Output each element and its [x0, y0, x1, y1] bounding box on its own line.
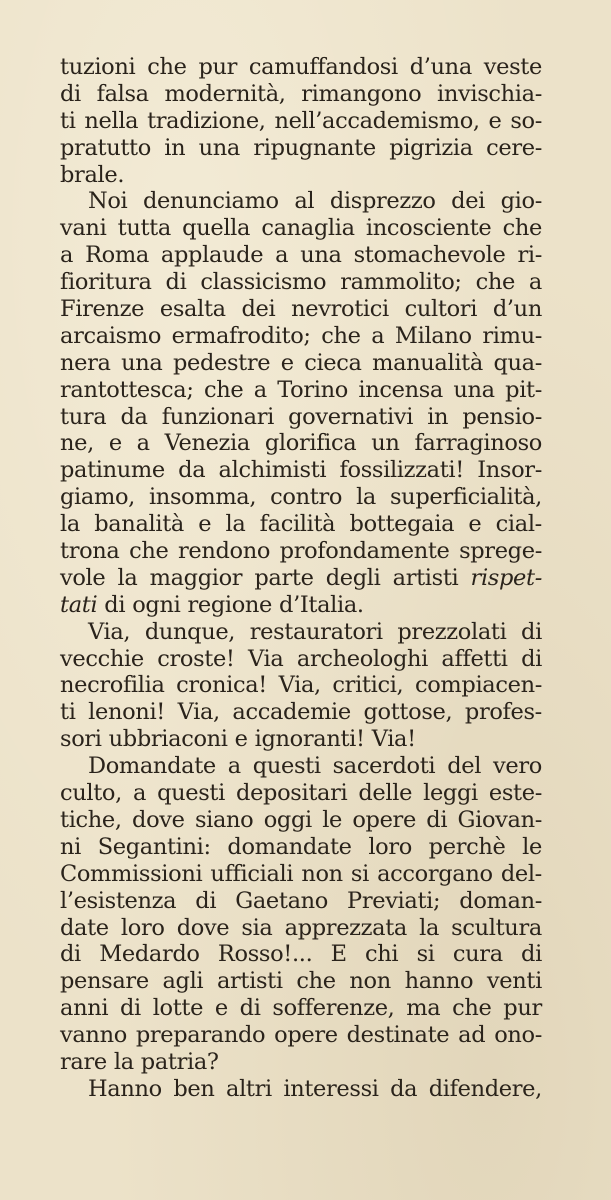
text-line — [60, 188, 542, 215]
word: ufficiali — [210, 860, 294, 887]
text-line — [60, 484, 542, 511]
word: e — [198, 511, 212, 538]
word: una — [300, 242, 342, 269]
word: cultori — [404, 296, 478, 323]
word: disprezzo — [329, 188, 436, 215]
word: una — [121, 349, 163, 376]
word: ubbriaconi — [108, 726, 228, 753]
word: d’una — [409, 54, 472, 80]
text-line — [60, 430, 542, 457]
word: pigrizia — [389, 134, 473, 161]
word: agli — [162, 968, 204, 995]
word: Torino — [277, 376, 348, 403]
word: glorifica — [264, 430, 357, 457]
word: denunciamo — [142, 188, 279, 215]
word: nell’accademismo, — [274, 107, 480, 134]
word: questi — [157, 780, 225, 807]
word: da — [120, 403, 148, 430]
word: necrofilia — [60, 672, 165, 699]
word: preparando — [135, 1022, 266, 1049]
word: d’un — [492, 296, 542, 323]
word: ogni — [132, 591, 181, 618]
word: nella — [84, 107, 139, 134]
word: Via, — [177, 699, 220, 726]
word: apprezzata — [284, 914, 407, 941]
word: superficialità, — [389, 484, 542, 511]
word: patinume — [60, 457, 165, 484]
word: scultura — [451, 914, 542, 941]
word: vani — [60, 215, 107, 242]
text-line — [60, 323, 542, 350]
word: interessi — [283, 1075, 379, 1102]
word: pratutto — [60, 134, 151, 161]
word: critici, — [332, 672, 404, 699]
text-line — [60, 592, 542, 619]
word: Commissioni — [60, 860, 203, 887]
word: lotte — [152, 995, 204, 1022]
body-text — [60, 54, 542, 1103]
word: croste! — [157, 645, 235, 672]
word: pensare — [60, 968, 149, 995]
word: opere — [352, 806, 416, 833]
word: a — [227, 753, 241, 780]
word: e — [108, 430, 122, 457]
word: che — [296, 968, 336, 995]
word: si — [416, 941, 435, 968]
word: banalità — [94, 511, 184, 538]
word: brale. — [60, 161, 125, 188]
word: che — [129, 538, 169, 565]
text-line — [60, 619, 542, 646]
word: sacerdoti — [332, 753, 436, 780]
word: rendono — [177, 538, 271, 565]
word: destinate — [346, 1022, 450, 1049]
word: fossilizzati! — [339, 457, 464, 484]
word: profes- — [464, 699, 542, 726]
word: giamo, — [60, 484, 135, 511]
word: l’esistenza — [60, 887, 177, 914]
word: alchimisti — [218, 457, 327, 484]
word: Via, — [88, 618, 131, 645]
word: un — [371, 430, 400, 457]
text-line — [60, 672, 542, 699]
word: tradizione, — [147, 107, 266, 134]
text-line — [60, 699, 542, 726]
word: che — [204, 376, 244, 403]
word: ni — [60, 833, 81, 860]
text-line — [60, 646, 542, 673]
word: gio- — [500, 188, 542, 215]
text-line — [60, 350, 542, 377]
word: la — [113, 1048, 134, 1075]
word: di — [426, 806, 448, 833]
text-line — [60, 296, 542, 323]
word: una — [198, 134, 240, 161]
word: a — [275, 242, 289, 269]
word: contro — [270, 484, 343, 511]
word: rammolito; — [340, 269, 462, 296]
word: pedestre — [172, 349, 271, 376]
word: a — [253, 376, 267, 403]
word: governativi — [288, 403, 414, 430]
word: Previati; — [347, 887, 441, 914]
word: falsa — [96, 80, 149, 107]
word: le — [522, 833, 542, 860]
word: al — [294, 188, 315, 215]
text-line — [60, 215, 542, 242]
text-line — [60, 108, 542, 135]
word: ono- — [494, 1022, 542, 1049]
word: Domandate — [88, 753, 216, 780]
word: cieca — [304, 349, 362, 376]
word: e — [234, 726, 248, 753]
word: compiacen- — [414, 672, 542, 699]
word: profondamente — [279, 538, 450, 565]
word: loro — [120, 914, 165, 941]
word: lenoni! — [88, 699, 165, 726]
word: doman- — [459, 887, 542, 914]
word: di — [521, 941, 542, 968]
word: maggior — [149, 564, 243, 591]
text-line — [60, 565, 542, 592]
word: Firenze — [60, 296, 145, 323]
text-line — [60, 807, 542, 834]
word: ma — [406, 995, 441, 1022]
text-line — [60, 780, 542, 807]
word: accademie — [232, 699, 351, 726]
word: d’Italia. — [279, 591, 364, 618]
word: fioritura — [60, 269, 152, 296]
word: invischia- — [437, 80, 542, 107]
word: una — [453, 376, 495, 403]
word: esalta — [159, 296, 226, 323]
word: che — [147, 54, 187, 80]
word: domandate — [227, 833, 352, 860]
word: a — [60, 242, 74, 269]
text-line — [60, 81, 542, 108]
text-line — [60, 1076, 542, 1103]
word: parte — [254, 564, 314, 591]
word: che — [321, 322, 361, 349]
word: nevrotici — [291, 296, 389, 323]
word: da — [390, 1075, 418, 1102]
word: del — [447, 753, 482, 780]
text-line — [60, 753, 542, 780]
word: Roma — [85, 242, 149, 269]
word: e — [468, 511, 482, 538]
word: restauratori — [249, 618, 383, 645]
word: leggi — [423, 780, 478, 807]
word: rimangono — [301, 80, 422, 107]
word: delle — [358, 780, 413, 807]
text-line — [60, 915, 542, 942]
word: di — [120, 995, 141, 1022]
text-line — [60, 269, 542, 296]
word: affetti — [441, 645, 508, 672]
word: di — [521, 618, 542, 645]
word: Rosso!... — [217, 941, 313, 968]
word: ermafrodito; — [171, 322, 311, 349]
word: prezzolati — [397, 618, 507, 645]
word: gottose, — [363, 699, 453, 726]
word: tuzioni — [60, 54, 136, 80]
word: loro — [368, 833, 412, 860]
word: la — [356, 484, 376, 511]
word: rare — [60, 1048, 107, 1075]
word: regione — [187, 591, 273, 618]
word: tiche, — [60, 806, 122, 833]
word: Hanno — [88, 1075, 162, 1102]
word: ben — [173, 1075, 215, 1102]
word: camuffandosi — [248, 54, 398, 80]
word: trona — [60, 538, 120, 565]
word: chi — [365, 941, 399, 968]
word: Venezia — [164, 430, 250, 457]
word: di — [239, 995, 261, 1022]
word: questi — [252, 753, 321, 780]
word: a — [136, 430, 150, 457]
word: Gaetano — [235, 887, 328, 914]
word: cere- — [486, 134, 542, 161]
word: ri- — [517, 242, 542, 269]
text-line — [60, 54, 542, 81]
word: qua- — [493, 349, 542, 376]
word: Insor- — [477, 457, 542, 484]
word: altri — [226, 1075, 272, 1102]
word: cronica! — [176, 672, 267, 699]
word: che — [452, 995, 492, 1022]
word: archeologhi — [296, 645, 428, 672]
word: la — [117, 564, 138, 591]
word: depositari — [236, 780, 348, 807]
word: vero — [493, 753, 542, 780]
word: manualità — [372, 349, 483, 376]
word: oggi — [263, 806, 312, 833]
word: ripugnante — [253, 134, 376, 161]
word: e — [280, 349, 294, 376]
text-line — [60, 968, 542, 995]
word: sprege- — [459, 538, 542, 565]
word: modernità, — [164, 80, 286, 107]
word: canaglia — [261, 215, 355, 242]
text-line — [60, 162, 542, 189]
word: Noi — [88, 188, 128, 215]
word: cial- — [495, 511, 542, 538]
word: accorgano — [377, 860, 493, 887]
text-line — [60, 888, 542, 915]
word: facilità — [259, 511, 336, 538]
word: sori — [60, 726, 102, 753]
word: bottegaia — [349, 511, 455, 538]
word: stomachevole — [353, 242, 506, 269]
text-line — [60, 1022, 542, 1049]
text-line — [60, 457, 542, 484]
word: artisti — [392, 564, 459, 591]
word: dei — [241, 296, 276, 323]
word: tati — [60, 591, 98, 618]
word: la — [419, 914, 440, 941]
word: nera — [60, 349, 111, 376]
word: arcaismo — [60, 322, 162, 349]
word: incensa — [358, 376, 443, 403]
word: hanno — [404, 968, 474, 995]
word: ad — [458, 1022, 486, 1049]
text-line — [60, 242, 542, 269]
word: di — [60, 941, 81, 968]
text-line — [60, 726, 542, 753]
word: Medardo — [99, 941, 200, 968]
text-line — [60, 1049, 542, 1076]
word: incosciente — [365, 215, 492, 242]
word: cura — [452, 941, 503, 968]
word: pur — [503, 995, 542, 1022]
word: di — [165, 269, 187, 296]
word: dove — [132, 806, 185, 833]
word: e — [214, 995, 228, 1022]
word: quella — [182, 215, 251, 242]
word: patria? — [140, 1048, 219, 1075]
word: di — [104, 591, 126, 618]
word: dunque, — [144, 618, 236, 645]
word: vecchie — [60, 645, 144, 672]
word: farraginoso — [414, 430, 542, 457]
word: che — [502, 215, 542, 242]
word: ti — [60, 107, 76, 134]
word: Giovan- — [457, 806, 542, 833]
word: pur — [198, 54, 238, 80]
word: la — [225, 511, 246, 538]
text-line — [60, 135, 542, 162]
word: rantottesca; — [60, 376, 194, 403]
word: Via! — [371, 726, 416, 753]
word: rispet- — [470, 564, 542, 591]
word: vole — [60, 564, 106, 591]
word: non — [349, 968, 391, 995]
word: E — [330, 941, 347, 968]
word: a — [371, 322, 385, 349]
text-line — [60, 511, 542, 538]
word: e — [488, 107, 502, 134]
word: di — [60, 80, 81, 107]
word: perchè — [428, 833, 506, 860]
word: veste — [483, 54, 542, 80]
word: difendere, — [428, 1075, 542, 1102]
word: anni — [60, 995, 109, 1022]
word: in — [427, 403, 449, 430]
text-line — [60, 404, 542, 431]
text-line — [60, 941, 542, 968]
word: ti — [60, 699, 76, 726]
text-line — [60, 377, 542, 404]
word: dove — [176, 914, 230, 941]
word: rimu- — [482, 322, 542, 349]
word: di — [521, 645, 542, 672]
word: del- — [500, 860, 542, 887]
word: venti — [486, 968, 542, 995]
word: Segantini: — [97, 833, 211, 860]
text-line — [60, 834, 542, 861]
text-line — [60, 538, 542, 565]
word: este- — [488, 780, 542, 807]
word: la — [60, 511, 80, 538]
word: so- — [510, 107, 542, 134]
text-line — [60, 861, 542, 888]
word: pit- — [505, 376, 542, 403]
word: culto, — [60, 780, 122, 807]
word: vanno — [60, 1022, 127, 1049]
word: tutta — [117, 215, 171, 242]
word: date — [60, 914, 109, 941]
word: funzionari — [161, 403, 274, 430]
word: sia — [241, 914, 273, 941]
word: artisti — [216, 968, 283, 995]
word: pensio- — [462, 403, 542, 430]
word: a — [528, 269, 542, 296]
word: di — [195, 887, 217, 914]
text-line — [60, 995, 542, 1022]
word: non — [301, 860, 343, 887]
word: tura — [60, 403, 107, 430]
word: da — [178, 457, 206, 484]
word: ne, — [60, 430, 94, 457]
word: si — [350, 860, 369, 887]
word: Via, — [278, 672, 321, 699]
word: a — [132, 780, 147, 807]
word: ignoranti! — [254, 726, 365, 753]
word: degli — [325, 564, 381, 591]
word: siano — [194, 806, 254, 833]
word: opere — [274, 1022, 338, 1049]
word: in — [164, 134, 186, 161]
word: insomma, — [148, 484, 257, 511]
word: che — [475, 269, 515, 296]
word: applaude — [160, 242, 264, 269]
word: classicismo — [200, 269, 327, 296]
word: Via — [248, 645, 284, 672]
word: dei — [451, 188, 486, 215]
word: le — [322, 806, 343, 833]
word: Milano — [394, 322, 472, 349]
word: sofferenze, — [272, 995, 395, 1022]
